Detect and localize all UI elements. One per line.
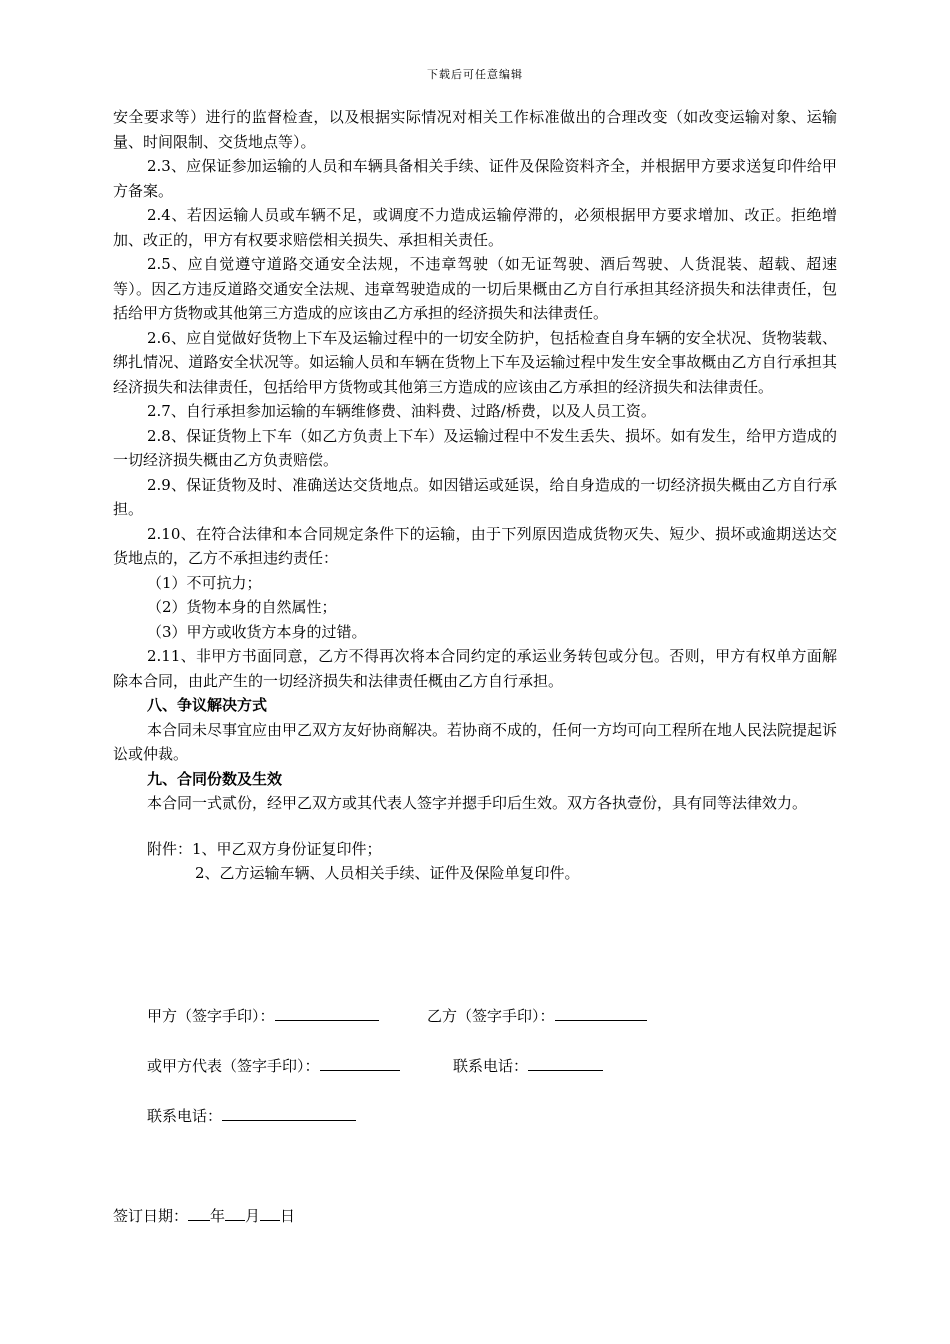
month-label: 月 <box>245 1207 261 1225</box>
clause-subitem: （1）不可抗力； <box>147 573 262 592</box>
clause-paragraph: 2.10、在符合法律和本合同规定条件下的运输，由于下列原因造成货物灭失、短少、损坏或逾期送达交货地点的，乙方不承担违约责任： <box>113 524 837 567</box>
signing-date-row <box>113 1205 295 1226</box>
signature-row-3 <box>147 1105 356 1126</box>
clause-paragraph: 安全要求等）进行的监督检查，以及根据实际情况对相关工作标准做出的合理改变（如改变运输对象、运输量、时间限制、交货地点等）。 <box>113 108 837 151</box>
clause-list <box>113 105 837 816</box>
signature-row-2b <box>453 1055 603 1076</box>
clause-paragraph: 2.5、应自觉遵守道路交通安全法规，不违章驾驶（如无证驾驶、酒后驾驶、人货混装、超载、超速等）。因乙方违反道路交通安全法规、违章驾驶造成的一切后果概由乙方自行承担其经济损失和法律责任，包括给甲方货物或其他第三方造成的应该由乙方承担的经济损失和法律责任。 <box>113 255 837 322</box>
clause-paragraph: 本合同一式贰份，经甲乙双方或其代表人签字并摁手印后生效。双方各执壹份，具有同等法律效力。 <box>147 794 808 812</box>
page-header: 下载后可任意编辑 <box>427 68 523 81</box>
clause-paragraph: 2.9、保证货物及时、准确送达交货地点。如因错运或延误，给自身造成的一切经济损失概由乙方自行承担。 <box>113 475 837 518</box>
clause-paragraph: 2.6、应自觉做好货物上下车及运输过程中的一切安全防护，包括检查自身车辆的安全状况、货物装载、绑扎情况、道路安全状况等。如运输人员和车辆在货物上下车及运输过程中发生安全事故概由乙方自行承担其经济损失和法律责任，包括给甲方货物或其他第三方造成的应该由乙方承担的经济损失和法律责任。 <box>113 328 837 396</box>
party-a-phone-blank <box>222 1105 356 1121</box>
party-b-signature-label: 乙方（签字手印）： <box>427 1007 555 1025</box>
signature-row-1 <box>147 1005 379 1026</box>
party-a-signature-blank <box>275 1005 379 1021</box>
day-label: 日 <box>280 1207 296 1225</box>
year-label: 年 <box>210 1207 226 1225</box>
date-label: 签订日期： <box>113 1207 189 1225</box>
clause-paragraph: 2.7、自行承担参加运输的车辆维修费、油料费、过路/桥费，以及人员工资。 <box>147 402 656 420</box>
clause-paragraph: 2.11、非甲方书面同意，乙方不得再次将本合同约定的承运业务转包或分包。否则，甲方有权单方面解除本合同，由此产生的一切经济损失和法律责任概由乙方自行承担。 <box>113 647 837 690</box>
party-b-phone-label: 联系电话： <box>453 1057 529 1075</box>
clause-paragraph: 2.8、保证货物上下车（如乙方负责上下车）及运输过程中不发生丢失、损坏。如有发生，给甲方造成的一切经济损失概由乙方负责赔偿。 <box>113 426 837 469</box>
section-heading: 九、合同份数及生效 <box>147 769 283 788</box>
party-a-rep-label: 或甲方代表（签字手印）： <box>147 1057 320 1075</box>
attachment-line-1: 附件：1、甲乙双方身份证复印件； <box>147 839 382 858</box>
clause-paragraph: 本合同未尽事宜应由甲乙双方友好协商解决。若协商不成的，任何一方均可向工程所在地人民法院提起诉讼或仲裁。 <box>113 720 838 763</box>
signature-row-2 <box>147 1055 400 1076</box>
clause-paragraph: 2.4、若因运输人员或车辆不足，或调度不力造成运输停滞的，必须根据甲方要求增加、改正。拒绝增加、改正的，甲方有权要求赔偿相关损失、承担相关责任。 <box>113 206 837 249</box>
clause-subitem: （3）甲方或收货方本身的过错。 <box>147 622 367 641</box>
party-a-phone-label: 联系电话： <box>147 1107 223 1125</box>
clause-paragraph: 2.3、应保证参加运输的人员和车辆具备相关手续、证件及保险资料齐全，并根据甲方要求送复印件给甲方备案。 <box>113 157 837 200</box>
contract-body <box>113 105 837 886</box>
clause-subitem: （2）货物本身的自然属性； <box>147 598 337 616</box>
party-a-rep-blank <box>320 1055 400 1071</box>
party-a-signature-label: 甲方（签字手印）： <box>147 1007 275 1025</box>
day-blank <box>260 1205 280 1221</box>
party-b-signature-blank <box>555 1005 647 1021</box>
attachment-line-2: 2、乙方运输车辆、人员相关手续、证件及保险单复印件。 <box>195 864 580 882</box>
section-heading: 八、争议解决方式 <box>147 696 268 714</box>
signature-row-1b <box>427 1005 647 1026</box>
month-blank <box>225 1205 245 1221</box>
party-b-phone-blank <box>528 1055 603 1071</box>
year-blank <box>188 1205 210 1221</box>
